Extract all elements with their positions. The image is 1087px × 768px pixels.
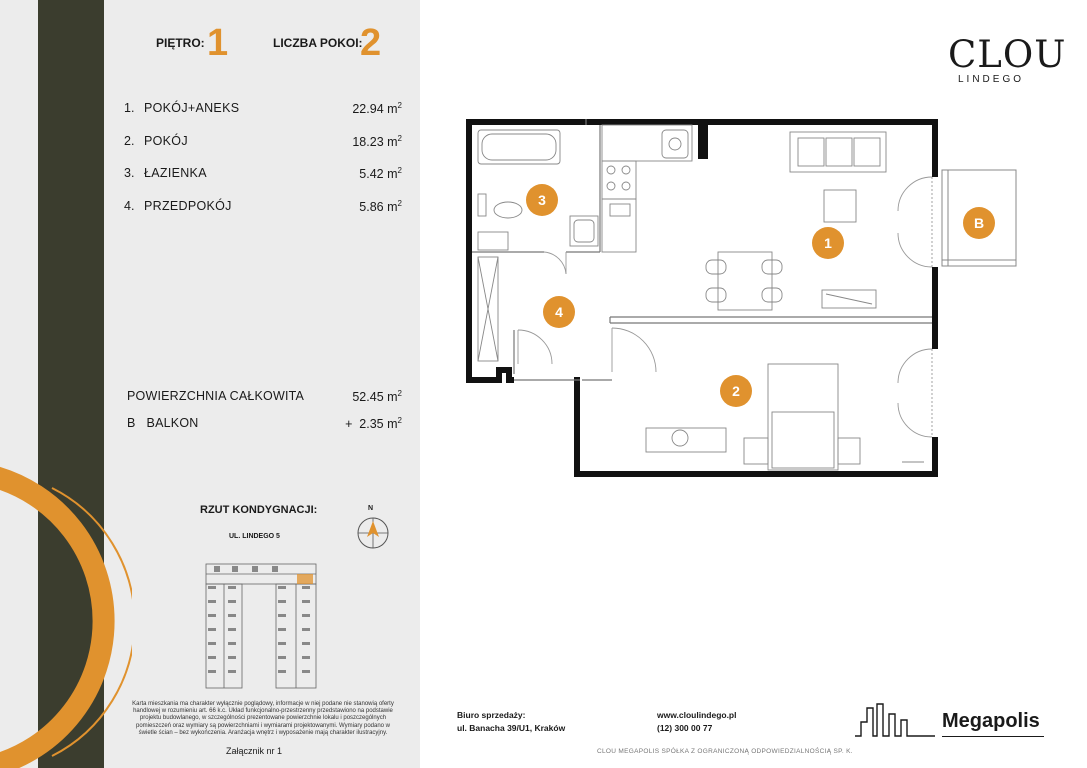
dining-table	[718, 252, 772, 310]
room-row	[124, 166, 402, 184]
clou-logo-subtitle: LINDEGO	[958, 74, 1025, 85]
stove	[602, 161, 636, 199]
balcony-area: + 2.35 $m^2$	[345, 416, 402, 432]
room-name: ŁAZIENKA	[144, 166, 207, 180]
rooms-label: LICZBA POKOI:	[273, 36, 363, 50]
wall-left	[466, 119, 472, 383]
wall-bottom	[574, 471, 938, 477]
room-marker-2	[720, 375, 752, 407]
room-name: POKÓJ	[144, 134, 188, 148]
room-area: 5.42 $m^2$	[359, 166, 402, 182]
desk	[646, 428, 726, 452]
room-number: 3.	[124, 166, 135, 180]
svg-text:3: 3	[538, 192, 546, 208]
total-area-value: 52.45 $m^2$	[352, 389, 402, 405]
logo-underline	[942, 736, 1044, 737]
site-plan-diagram	[202, 560, 322, 690]
door-bathroom	[544, 252, 566, 274]
office-label: Biuro sprzedaży:	[457, 710, 526, 720]
room-number: 4.	[124, 199, 135, 213]
bathtub	[478, 130, 560, 164]
room-name: POKÓJ+ANEKS	[144, 101, 240, 115]
svg-text:1: 1	[824, 235, 832, 251]
company-name: CLOU MEGAPOLIS SPÓŁKA Z OGRANICZONĄ ODPOWIEDZIALNOŚCIĄ SP. K.	[597, 748, 853, 755]
total-area-label: POWIERZCHNIA CAŁKOWITA	[127, 389, 305, 403]
room-row	[124, 101, 402, 119]
room-marker-3	[526, 184, 558, 216]
room-area: 22.94 $m^2$	[352, 101, 402, 117]
north-label: N	[368, 505, 374, 512]
room-marker-1	[812, 227, 844, 259]
balcony-label: B BALKON	[127, 416, 199, 430]
kitchen-column	[698, 119, 708, 159]
wall-right-mid	[932, 267, 938, 349]
room-number: 2.	[124, 134, 135, 148]
room-row	[124, 134, 402, 152]
info-panel	[0, 0, 420, 768]
rooms-value: 2	[360, 22, 382, 64]
attachment-label: Załącznik nr 1	[226, 746, 283, 756]
svg-text:B: B	[973, 215, 985, 231]
room-area: 18.23 $m^2$	[352, 134, 402, 150]
room-area: 5.86 $m^2$	[359, 199, 402, 215]
bed	[768, 364, 838, 470]
svg-text:4: 4	[555, 304, 563, 320]
wall-bottom-left-step	[574, 377, 580, 477]
sink	[662, 130, 688, 158]
site-plan-street: UL. LINDEGO 5	[229, 533, 280, 540]
svg-text:2: 2	[732, 383, 740, 399]
room-marker-4	[543, 296, 575, 328]
north-compass	[355, 505, 391, 551]
floor-value: 1	[207, 22, 229, 64]
vertical-title	[48, 22, 94, 262]
clou-logo: CLOU	[948, 33, 1067, 76]
phone-number[interactable]: (12) 300 00 77	[657, 723, 713, 733]
room-name: PRZEDPOKÓJ	[144, 199, 232, 213]
coffee-table	[824, 190, 856, 222]
site-plan-title: RZUT KONDYGNACJI:	[200, 504, 318, 516]
wall-bottom-left	[466, 377, 496, 383]
office-address: ul. Banacha 39/U1, Kraków	[457, 723, 566, 733]
room-number: 1.	[124, 101, 135, 115]
floor-label: PIĘTRO:	[156, 36, 205, 50]
apartment-highlight	[297, 574, 313, 584]
room-marker-balcony	[963, 207, 995, 239]
door-bedroom	[612, 328, 656, 372]
disclaimer: Karta mieszkania ma charakter wyłącznie poglądowy, informacje w niej podane nie stanowią oferty handlowej w rozumieniu art. 66 k.c. Układ funkcjonalno-przestrzenny przedstawiono na podstawie projektu budowlanego, w szczególności prezentowane powierzchnie lokalu i poszczególnych pomieszczeń oraz wymiary są powierzchniami i wymiarami projektowanymi. Wymiary podano w świetle ścian – bez wykończenia. Aranżacja wnętrz i wyposażenie mają charakter ilustracyjny.	[132, 701, 394, 736]
wall-right-top	[932, 119, 938, 177]
megapolis-logo: Megapolis	[942, 710, 1040, 732]
decorative-arc	[0, 466, 132, 768]
room-row	[124, 199, 402, 217]
website-link[interactable]: www.cloulindego.pl	[657, 710, 737, 720]
compass-icon	[355, 515, 391, 551]
megapolis-skyline-icon	[855, 700, 935, 738]
floor-plan	[462, 112, 1022, 482]
